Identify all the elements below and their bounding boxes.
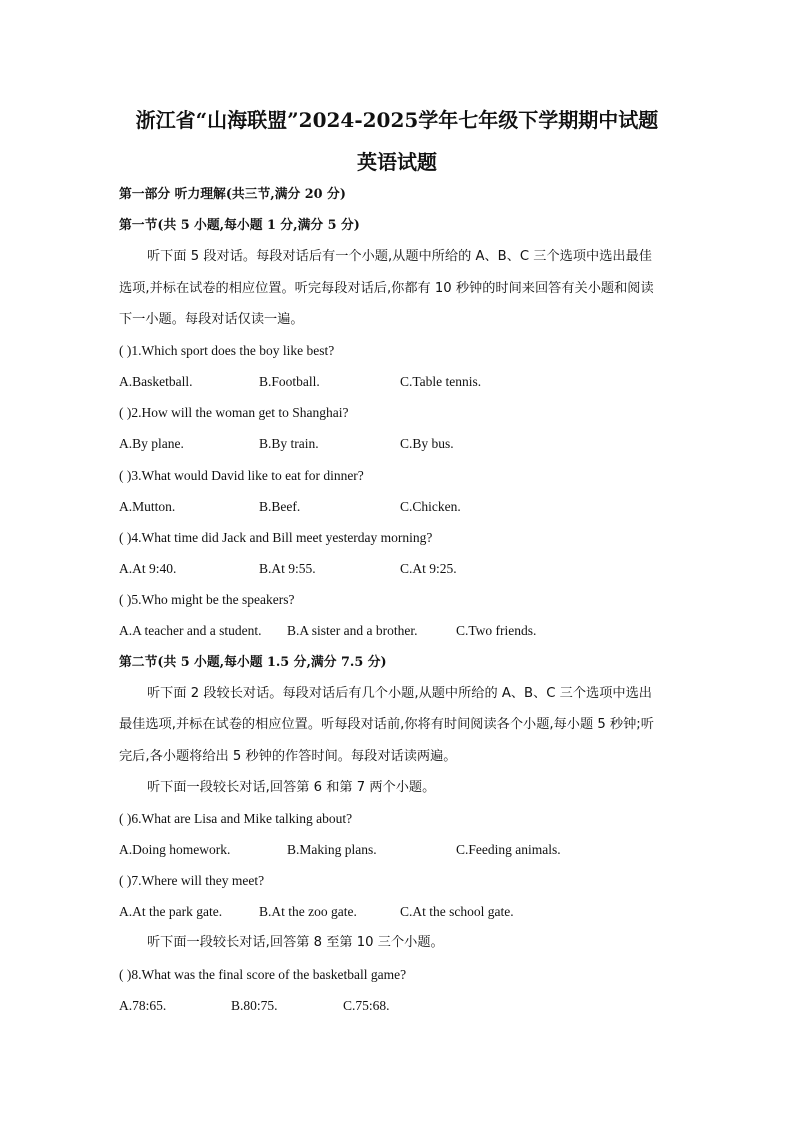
option-b: B.Beef. — [259, 499, 301, 514]
option-a: A.78:65. — [119, 998, 167, 1013]
option-c: C.By bus. — [400, 436, 454, 451]
option-b: B.Making plans. — [287, 842, 377, 857]
option-a: A.At 9:40. — [119, 561, 177, 576]
dialog2-intro: 听下面一段较长对话,回答第 8 至第 10 三个小题。 — [147, 935, 444, 950]
part1-heading: 第一部分 听力理解(共三节,满分 20 分) — [119, 187, 346, 202]
option-b: B.At the zoo gate. — [259, 904, 357, 919]
section2-instruction-line: 最佳选项,并标在试卷的相应位置。听每段对话前,你将有时间阅读各个小题,每小题 5 秒钟;听 — [119, 717, 654, 732]
question-text: ( )6.What are Lisa and Mike talking about? — [119, 811, 353, 826]
exam-subtitle: 英语试题 — [357, 150, 437, 174]
option-a: A.Mutton. — [119, 499, 176, 514]
question-text: ( )8.What was the final score of the basketball game? — [119, 967, 407, 982]
option-a: A.Doing homework. — [119, 842, 231, 857]
section2-instruction-line: 听下面 2 段较长对话。每段对话后有几个小题,从题中所给的 A、B、C 三个选项中选出 — [147, 686, 652, 701]
section1-instruction-line: 下一小题。每段对话仅读一遍。 — [119, 312, 304, 327]
option-a: A.Basketball. — [119, 374, 193, 389]
option-b: B.80:75. — [231, 998, 278, 1013]
option-b: B.Football. — [259, 374, 320, 389]
option-b: B.By train. — [259, 436, 319, 451]
option-c: C.Chicken. — [400, 499, 461, 514]
section1-heading: 第一节(共 5 小题,每小题 1 分,满分 5 分) — [119, 218, 360, 233]
question-text: ( )2.How will the woman get to Shanghai? — [119, 405, 349, 420]
option-c: C.Two friends. — [456, 623, 537, 638]
section1-instruction-line: 选项,并标在试卷的相应位置。听完每段对话后,你都有 10 秒钟的时间来回答有关小题和阅读 — [119, 281, 654, 296]
option-a: A.By plane. — [119, 436, 184, 451]
dialog1-intro: 听下面一段较长对话,回答第 6 和第 7 两个小题。 — [147, 780, 436, 795]
question-text: ( )5.Who might be the speakers? — [119, 592, 295, 607]
option-b: B.A sister and a brother. — [287, 623, 418, 638]
section2-heading: 第二节(共 5 小题,每小题 1.5 分,满分 7.5 分) — [119, 655, 387, 670]
option-c: C.At the school gate. — [400, 904, 514, 919]
option-a: A.At the park gate. — [119, 904, 223, 919]
question-text: ( )1.Which sport does the boy like best? — [119, 343, 335, 358]
option-c: C.75:68. — [343, 998, 390, 1013]
exam-title: 浙江省“山海联盟”2024-2025学年七年级下学期期中试题 — [135, 108, 659, 132]
question-text: ( )4.What time did Jack and Bill meet yesterday morning? — [119, 530, 433, 545]
section1-instruction-line: 听下面 5 段对话。每段对话后有一个小题,从题中所给的 A、B、C 三个选项中选出最佳 — [147, 249, 652, 264]
option-c: C.Table tennis. — [400, 374, 482, 389]
option-c: C.At 9:25. — [400, 561, 457, 576]
question-text: ( )7.Where will they meet? — [119, 873, 265, 888]
option-b: B.At 9:55. — [259, 561, 316, 576]
section2-instruction-line: 完后,各小题将给出 5 秒钟的作答时间。每段对话读两遍。 — [119, 749, 457, 764]
option-c: C.Feeding animals. — [456, 842, 561, 857]
option-a: A.A teacher and a student. — [119, 623, 262, 638]
question-text: ( )3.What would David like to eat for dinner? — [119, 468, 364, 483]
